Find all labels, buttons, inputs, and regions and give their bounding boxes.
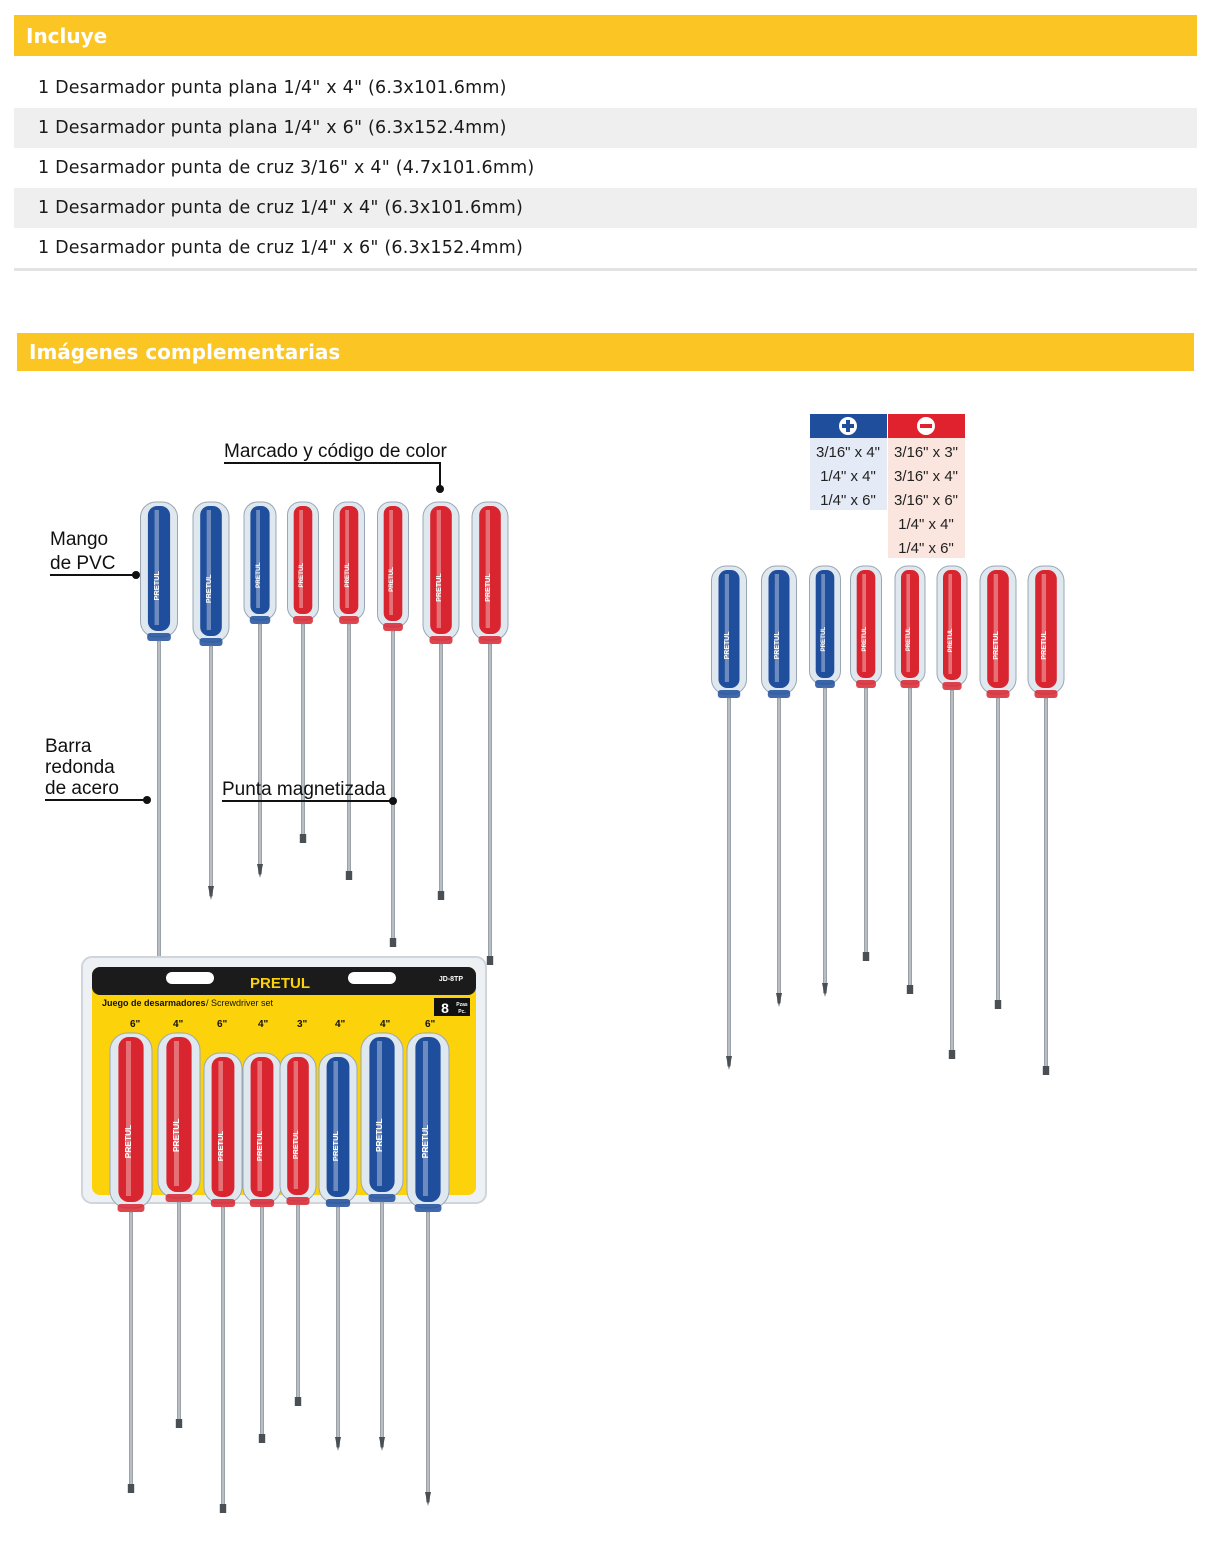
screwdriver xyxy=(980,566,1016,1009)
package-size-label: 4" xyxy=(258,1019,269,1030)
screwdriver xyxy=(1028,566,1064,1075)
handle-brand: PRETUL xyxy=(204,574,213,604)
product-image-features xyxy=(0,380,600,880)
package-brand: PRETUL xyxy=(250,975,310,992)
list-item: 1 Desarmador punta de cruz 3/16" x 4" (4.7x101.6mm) xyxy=(38,158,535,178)
slotted-size: 3/16" x 6" xyxy=(893,492,959,509)
slotted-size: 3/16" x 4" xyxy=(893,468,959,485)
screwdriver xyxy=(407,1033,449,1506)
handle-brand: PRETUL xyxy=(291,1130,300,1160)
package-title-en: / Screwdriver set xyxy=(206,998,274,1008)
handle-brand: PRETUL xyxy=(483,573,492,602)
handle-brand: PRETUL xyxy=(991,630,1000,660)
package-size-label: 6" xyxy=(217,1019,228,1030)
screwdriver xyxy=(810,566,841,997)
handle-brand: PRETUL xyxy=(774,631,781,660)
slotted-size: 1/4" x 4" xyxy=(898,516,954,533)
slotted-size: 1/4" x 6" xyxy=(898,540,954,557)
label-barra-line1: Barra xyxy=(45,736,92,757)
section-title: Incluye xyxy=(26,23,108,48)
handle-brand: PRETUL xyxy=(388,567,395,592)
product-image-sizes xyxy=(600,380,1200,900)
list-item: 1 Desarmador punta de cruz 1/4" x 6" (6.3x152.4mm) xyxy=(38,238,524,258)
handle-brand: PRETUL xyxy=(123,1124,133,1159)
screwdriver xyxy=(158,1033,200,1428)
section-title: Imágenes complementarias xyxy=(29,340,341,364)
screwdriver xyxy=(851,566,882,961)
screwdriver xyxy=(319,1053,357,1451)
screwdriver xyxy=(193,502,229,900)
section-header-incluye xyxy=(14,15,1197,56)
phillips-size: 1/4" x 4" xyxy=(820,468,876,485)
count-value: 8 xyxy=(441,1000,449,1016)
label-marcado: Marcado y código de color xyxy=(224,441,447,462)
handle-brand: PRETUL xyxy=(434,573,443,602)
handle-brand: PRETUL xyxy=(1039,630,1048,660)
product-image-package xyxy=(80,955,490,1425)
screwdriver xyxy=(110,1033,152,1493)
screwdriver-group xyxy=(141,502,509,970)
label-barra-line3: de acero xyxy=(45,778,119,799)
count-unit: Pzas xyxy=(456,1002,468,1008)
count-unit: Pc. xyxy=(458,1009,466,1015)
screwdriver xyxy=(361,1033,403,1451)
screwdriver xyxy=(243,1053,281,1443)
screwdriver xyxy=(895,566,925,994)
screwdriver xyxy=(423,502,459,900)
screwdriver-group xyxy=(712,566,1065,1075)
label-punta: Punta magnetizada xyxy=(222,779,386,800)
minus-icon xyxy=(917,417,935,435)
handle-brand: PRETUL xyxy=(374,1118,384,1153)
screwdriver xyxy=(204,1053,242,1513)
includes-list xyxy=(14,68,1197,271)
screwdriver-group xyxy=(110,1033,449,1513)
list-item: 1 Desarmador punta plana 1/4" x 6" (6.3x152.4mm) xyxy=(14,108,1197,148)
screwdriver xyxy=(141,502,178,970)
handle-brand: PRETUL xyxy=(344,562,351,588)
handle-brand: PRETUL xyxy=(171,1118,181,1153)
handle-brand: PRETUL xyxy=(255,562,262,588)
package-size-label: 4" xyxy=(380,1019,391,1030)
screwdriver xyxy=(334,502,365,880)
package-size-label: 4" xyxy=(173,1019,184,1030)
screwdriver xyxy=(244,502,276,878)
hang-hole-left xyxy=(166,972,214,984)
package-size-label: 6" xyxy=(130,1019,141,1030)
handle-brand: PRETUL xyxy=(820,626,827,652)
handle-brand: PRETUL xyxy=(861,626,868,652)
handle-brand: PRETUL xyxy=(216,1130,225,1162)
label-barra-line2: redonda xyxy=(45,757,115,778)
screwdriver xyxy=(472,502,508,965)
package-size-label: 6" xyxy=(425,1019,436,1030)
label-mango-line2: de PVC xyxy=(50,553,116,574)
screwdriver xyxy=(762,566,797,1007)
package-size-label: 4" xyxy=(335,1019,346,1030)
slotted-size: 3/16" x 3" xyxy=(893,444,959,461)
phillips-size: 3/16" x 4" xyxy=(815,444,881,461)
handle-brand: PRETUL xyxy=(906,627,912,652)
package-title: Juego de desarmadores xyxy=(102,998,206,1008)
handle-brand: PRETUL xyxy=(152,570,161,601)
handle-brand: PRETUL xyxy=(298,562,305,588)
handle-brand: PRETUL xyxy=(420,1124,430,1159)
label-mango-line1: Mango xyxy=(50,529,109,550)
handle-brand: PRETUL xyxy=(331,1130,340,1162)
list-item: 1 Desarmador punta de cruz 1/4" x 4" (6.3x101.6mm) xyxy=(14,188,1197,228)
screwdriver xyxy=(378,502,409,947)
handle-brand: PRETUL xyxy=(724,631,731,660)
phillips-size: 1/4" x 6" xyxy=(820,492,876,509)
screwdriver xyxy=(937,566,967,1059)
handle-brand: PRETUL xyxy=(948,628,954,653)
handle-brand: PRETUL xyxy=(255,1130,264,1162)
screwdriver xyxy=(280,1053,316,1406)
screwdriver xyxy=(712,566,747,1070)
list-divider xyxy=(14,268,1197,271)
package-size-label: 3" xyxy=(297,1019,308,1030)
plus-icon xyxy=(839,417,857,435)
hang-hole-right xyxy=(348,972,396,984)
package-code: JD-8TP xyxy=(438,976,463,983)
section-header-imagenes xyxy=(17,333,1194,371)
list-item: 1 Desarmador punta plana 1/4" x 4" (6.3x101.6mm) xyxy=(38,78,507,98)
